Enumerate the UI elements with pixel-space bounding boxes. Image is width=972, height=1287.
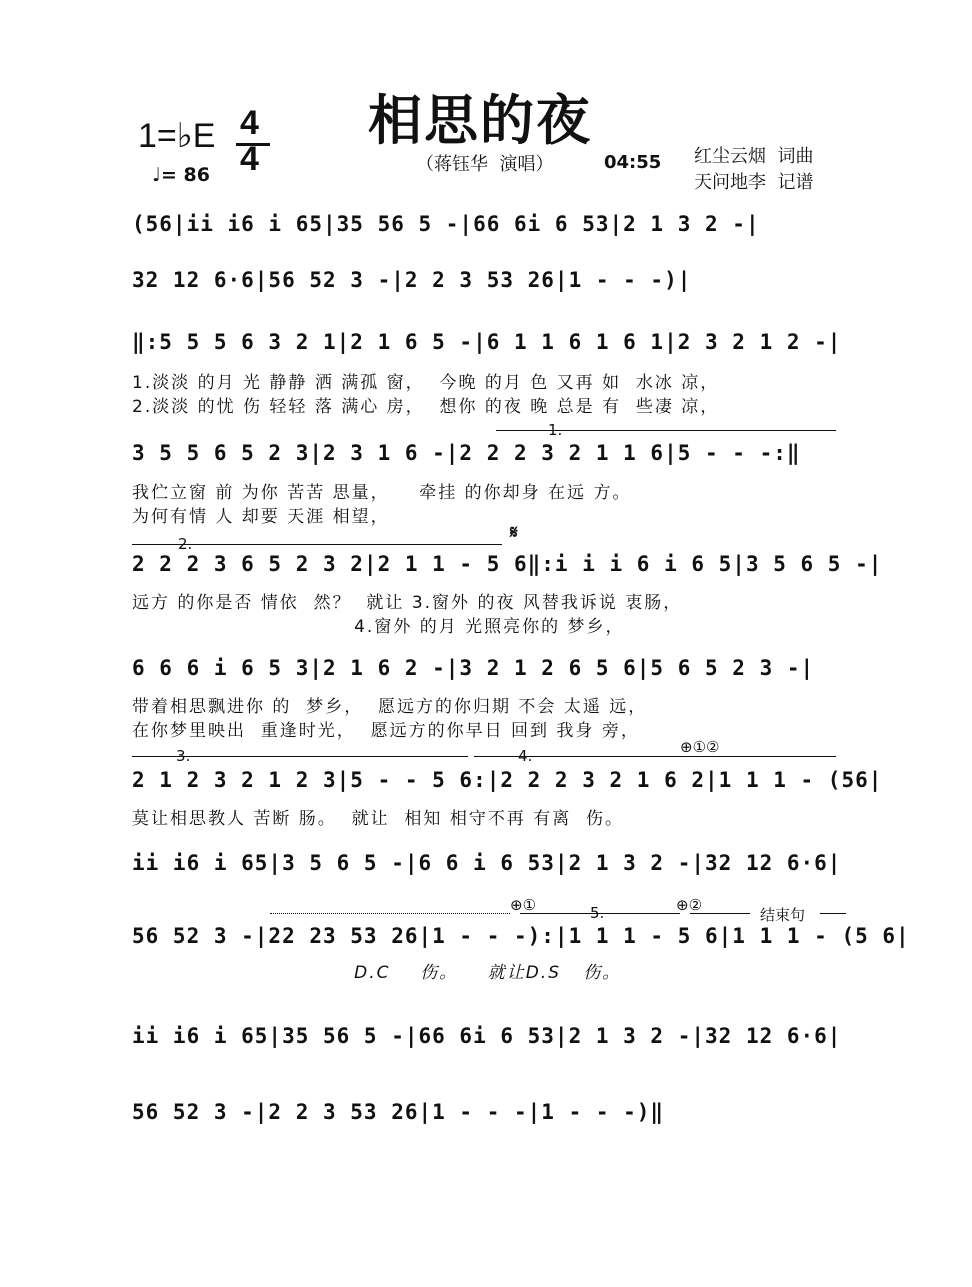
ending-label-4: 4. bbox=[518, 747, 533, 765]
score-row-8: ii i6 i 65|3 5 6 5 -|6 6 i 6 53|2 1 3 2 -|32 12 6·6| bbox=[132, 851, 842, 875]
performer-credit: （蒋钰华 演唱） bbox=[416, 154, 554, 175]
lyric-row-9: D.C 伤。 就让D.S 伤。 bbox=[132, 963, 622, 983]
ending-label-3: 3. bbox=[176, 747, 191, 765]
closing-label: 结束句 bbox=[760, 906, 806, 924]
tempo-marking: ♩= 86 bbox=[152, 164, 210, 186]
lyric-row-4-verse-1: 我伫立窗 前 为你 苦苦 思量， 牵挂 的你却身 在远 方。 bbox=[132, 483, 632, 503]
score-row-10: ii i6 i 65|35 56 5 -|66 6i 6 53|2 1 3 2 -|32 12 6·6| bbox=[132, 1024, 842, 1048]
lyric-row-5-verse-2: 4.窗外 的月 光照亮你的 梦乡， bbox=[132, 617, 625, 637]
lyric-row-3-verse-2: 2.淡淡 的忧 伤 轻轻 落 满心 房， 想你 的夜 晚 总是 有 些凄 凉， bbox=[132, 397, 720, 417]
lyric-row-3-verse-1: 1.淡淡 的月 光 静静 洒 满孤 窗， 今晚 的月 色 又再 如 水冰 凉， bbox=[132, 373, 720, 393]
score-row-1: (56|ii i6 i 65|35 56 5 -|66 6i 6 53|2 1 3 2 -| bbox=[132, 212, 760, 236]
lyric-row-7: 莫让相思教人 苦断 肠。 就让 相知 相守不再 有离 伤。 bbox=[132, 809, 625, 829]
ending-label-1: 1. bbox=[548, 421, 563, 439]
ending-bracket-coda bbox=[690, 913, 750, 915]
lyric-row-5-verse-1: 远方 的你是否 情依 然？ 就让 3.窗外 的夜 风替我诉说 衷肠， bbox=[132, 593, 683, 613]
score-row-3: ‖:5 5 5 6 3 2 1|2 1 6 5 -|6 1 1 6 1 6 1|2 3 2 1 2 -| bbox=[132, 330, 842, 354]
lyricist-credit: 红尘云烟 词曲 bbox=[694, 146, 814, 167]
ending-label-5: 5. bbox=[590, 904, 605, 922]
page-title: 相思的夜 bbox=[368, 88, 592, 152]
closing-bracket bbox=[820, 913, 846, 915]
segno-icon: 𝄋 bbox=[510, 522, 518, 543]
score-row-11: 56 52 3 -|2 2 3 53 26|1 - - -|1 - - -)‖ bbox=[132, 1100, 665, 1124]
ending-bracket-1 bbox=[496, 430, 836, 432]
coda-2-icon: ⊕② bbox=[676, 896, 703, 914]
time-signature-top: 4 bbox=[240, 104, 259, 142]
duration: 04:55 bbox=[604, 152, 662, 173]
coda-icon: ⊕①② bbox=[680, 738, 720, 756]
lyric-row-6-verse-1: 带着相思飘进你 的 梦乡， 愿远方的你归期 不会 太遥 远， bbox=[132, 697, 648, 717]
repeat-guide bbox=[270, 913, 510, 915]
score-row-9: 56 52 3 -|22 23 53 26|1 - - -):|1 1 1 - 5 6|1 1 1 - (5 6| bbox=[132, 924, 910, 948]
key-signature: 1=♭E bbox=[138, 117, 216, 155]
score-row-6: 6 6 6 i 6 5 3|2 1 6 2 -|3 2 1 2 6 5 6|5 6 5 2 3 -| bbox=[132, 656, 815, 680]
time-signature-bottom: 4 bbox=[240, 140, 259, 178]
score-row-5: 2 2 2 3 6 5 2 3 2|2 1 1 - 5 6‖:i i i 6 i 6 5|3 5 6 5 -| bbox=[132, 552, 883, 576]
ending-label-2: 2. bbox=[178, 535, 193, 553]
score-row-7: 2 1 2 3 2 1 2 3|5 - - 5 6:|2 2 2 3 2 1 6 2|1 1 1 - (56| bbox=[132, 768, 883, 792]
arranger-credit: 天问地李 记谱 bbox=[694, 172, 814, 193]
score-row-4: 3 5 5 6 5 2 3|2 3 1 6 -|2 2 2 3 2 1 1 6|5 - - -:‖ bbox=[132, 441, 801, 465]
score-row-2: 32 12 6·6|56 52 3 -|2 2 3 53 26|1 - - -)| bbox=[132, 268, 692, 292]
lyric-row-4-verse-2: 为何有情 人 却要 天涯 相望， bbox=[132, 507, 390, 527]
coda-1-icon: ⊕① bbox=[510, 896, 537, 914]
lyric-row-6-verse-2: 在你梦里映出 重逢时光， 愿远方的你早日 回到 我身 旁， bbox=[132, 721, 640, 741]
